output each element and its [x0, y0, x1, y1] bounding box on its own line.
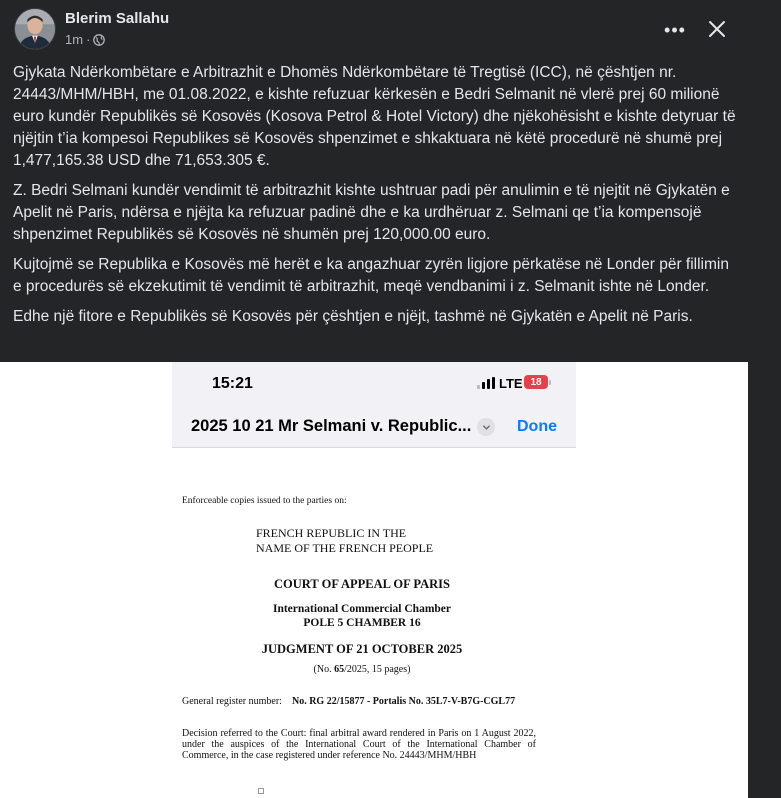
enforceable-line: Enforceable copies issued to the parties on: [182, 496, 347, 506]
post-image[interactable] [0, 362, 748, 798]
register-label: General register number: [182, 696, 282, 707]
republic-heading [182, 526, 582, 556]
avatar[interactable] [14, 8, 56, 50]
number-suffix: /2025, 15 pages) [344, 664, 411, 675]
chamber-line2: POLE 5 CHAMBER 16 [303, 617, 421, 629]
chamber-line1: International Commercial Chamber [272, 603, 451, 615]
meta-separator: · [86, 32, 91, 47]
republic-line1: FRENCH REPUBLIC IN THE [256, 526, 407, 540]
number-bold: 65 [334, 664, 345, 675]
more-icon[interactable]: ••• [664, 19, 686, 40]
chevron-down-icon[interactable] [477, 418, 495, 436]
globe-icon[interactable] [93, 34, 105, 46]
document-title: 2025 10 21 Mr Selmani v. Republic... [191, 417, 472, 435]
phone-screenshot [172, 362, 576, 798]
register-value: No. RG 22/15877 - Portalis No. 35L7-V-B7G-CGL77 [291, 696, 516, 707]
signal-icon [477, 377, 495, 389]
post-paragraph: Gjykata Ndërkombëtare e Arbitrazhit e Dhomës Ndërkombëtare të Tregtisë (ICC), në çështjen nr. 24443/MHM/HBH, me 01.08.2022, e kishte refuzuar kërkesën e Bedri Selmanit në vlerë prej 60 milionë euro kundër Republikës së Kosovës (Kosova Petrol & Hotel Victory) dhe njëkohësisht e kishte detyruar të njëjtin t’ia kompesoi Republikes së Kosovës shpenzimet e shkaktuara në këtë procedurë në shumë prej 1,477,165.38 USD dhe 71,653.305 €. [13, 64, 736, 169]
republic-line2: NAME OF THE FRENCH PEOPLE [256, 541, 434, 555]
battery-tip [549, 380, 551, 385]
network-label: LTE [499, 376, 523, 391]
post-paragraph: Kujtojmë se Republika e Kosovës më herët e ka angazhuar zyrën ligjore përkatëse në Londer për fillimin e procedurës së ekzekutimit të vendimit të arbitrazhit, meqë vendbanimi i z. Selmanit ishte në Londer. [13, 256, 729, 295]
done-button[interactable]: Done [517, 418, 557, 435]
post-meta [65, 32, 105, 47]
post-header [14, 8, 734, 54]
post-paragraph: Edhe një fitore e Republikës së Kosovës për çështjen e njëjt, tashmë në Gjykatën e Apelit në Paris. [13, 308, 693, 325]
status-time: 15:21 [212, 375, 253, 392]
number-prefix: (No. [313, 664, 335, 675]
post-paragraph: Z. Bedri Selmani kundër vendimit të arbitrazhit kishte ushtruar padi për anulimin e të njejtit në Gjykatën e Apelit në Paris, ndërsa e njëjta ka refuzuar padinë dhe e ka urdhëruar z. Selmani qe t’ia kompensojë shpenzimet Republikës së Kosovës në shumën prej 120,000.00 euro. [13, 182, 730, 243]
chamber-heading [182, 602, 542, 630]
decision-text: Decision referred to the Court: final arbitral award rendered in Paris on 1 August 2022, under the auspices of the International Court of the International Chamber of Commerce, in the case registered under reference No. 24443/MHM/HBH [182, 728, 536, 761]
author-name[interactable]: Blerim Sallahu [65, 10, 170, 27]
judgment-title: JUDGMENT OF 21 OCTOBER 2025 [261, 642, 463, 656]
judgment-number [182, 664, 542, 675]
post-body [13, 62, 738, 336]
post-time[interactable]: 1m [65, 32, 84, 47]
document-nav-bar [172, 408, 576, 448]
register-number [182, 696, 542, 707]
court-name: COURT OF APPEAL OF PARIS [274, 577, 450, 591]
page-marker [258, 788, 264, 794]
close-icon[interactable] [702, 14, 732, 44]
avatar-image [15, 9, 55, 49]
battery-icon: 18 [524, 375, 548, 389]
status-bar [172, 362, 576, 408]
